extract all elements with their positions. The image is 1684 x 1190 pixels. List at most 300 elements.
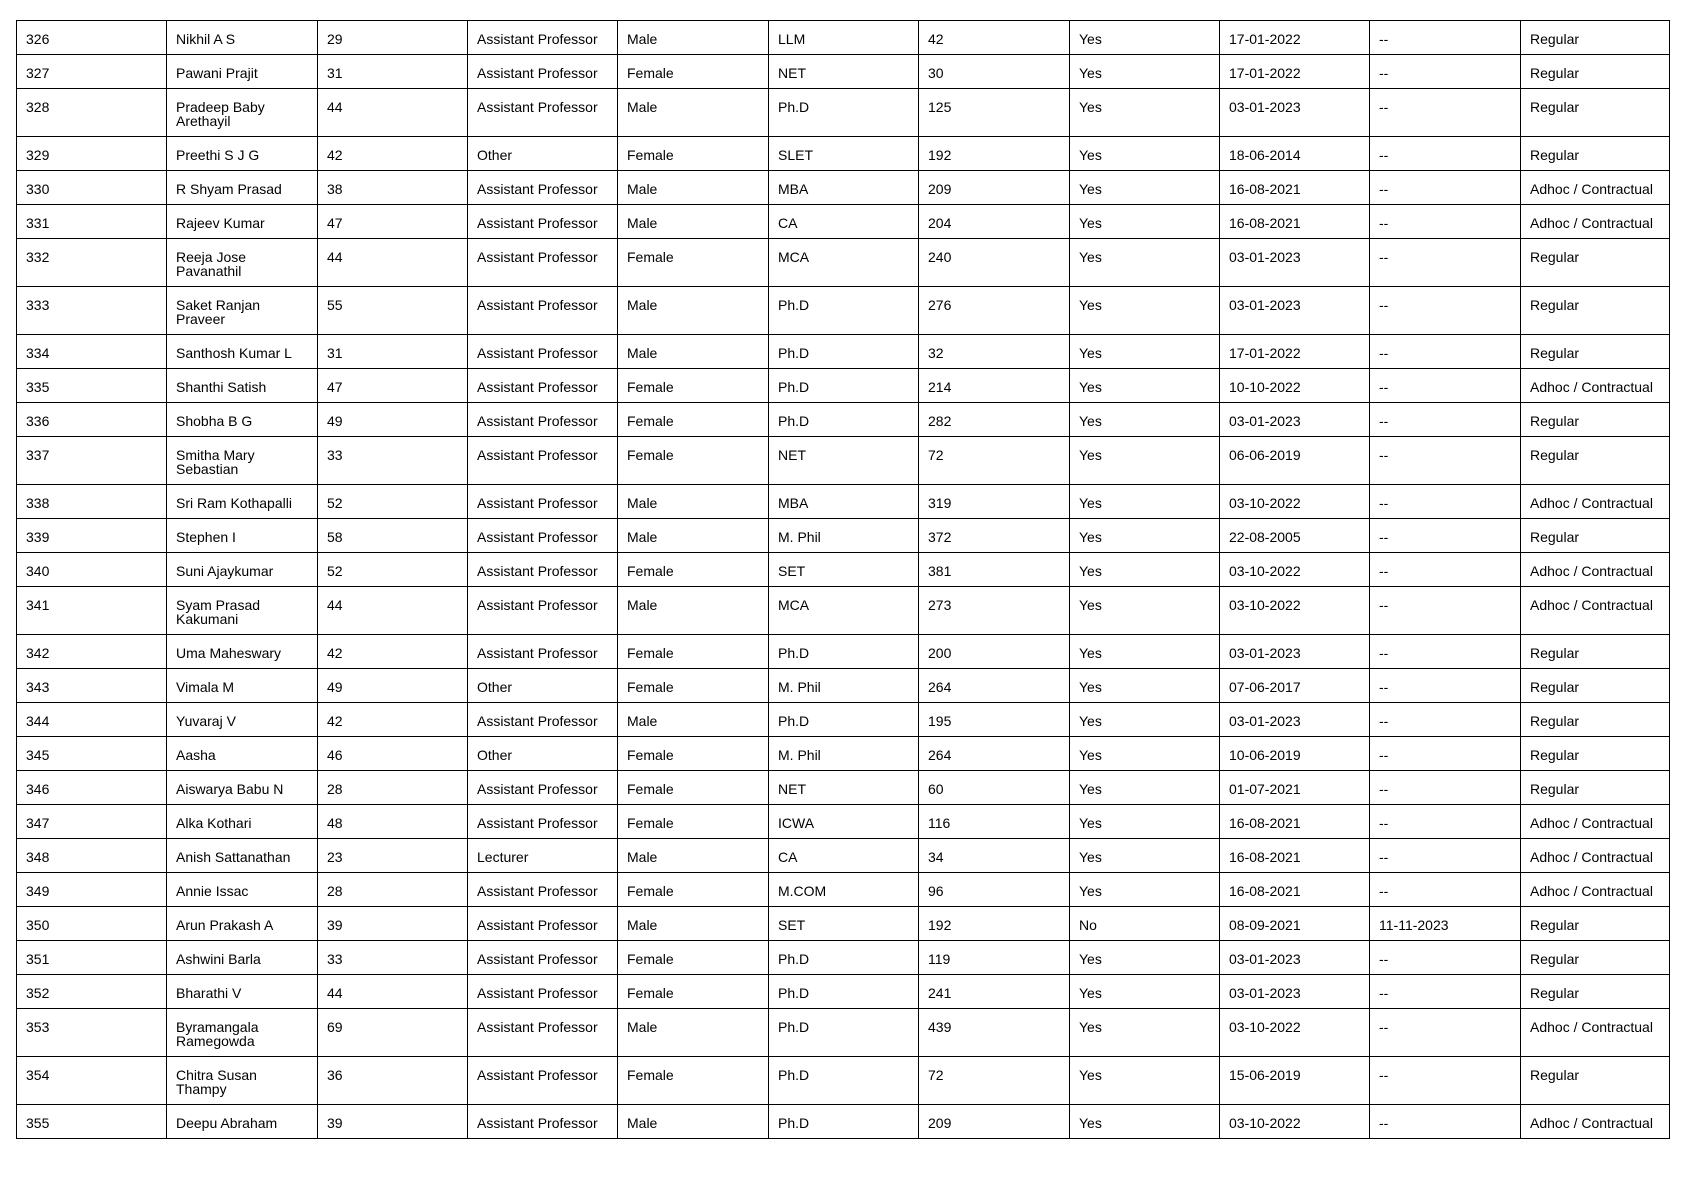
cell-name: Shobha B G (167, 403, 318, 437)
cell-age: 55 (318, 287, 468, 335)
cell-qualification: SET (769, 907, 919, 941)
cell-currently-employed: Yes (1070, 21, 1220, 55)
cell-experience: 276 (919, 287, 1070, 335)
cell-leaving-date: -- (1370, 941, 1521, 975)
cell-gender: Female (618, 975, 769, 1009)
cell-leaving-date: -- (1370, 669, 1521, 703)
cell-gender: Female (618, 239, 769, 287)
cell-leaving-date: -- (1370, 519, 1521, 553)
cell-joining-date: 03-01-2023 (1220, 287, 1370, 335)
cell-designation: Assistant Professor (468, 55, 618, 89)
cell-experience: 192 (919, 907, 1070, 941)
table-row (17, 703, 1670, 737)
cell-gender: Male (618, 287, 769, 335)
cell-qualification: M. Phil (769, 669, 919, 703)
cell-experience: 72 (919, 437, 1070, 485)
cell-leaving-date: -- (1370, 839, 1521, 873)
cell-name: Vimala M (167, 669, 318, 703)
cell-appointment-type: Adhoc / Contractual (1521, 205, 1670, 239)
cell-serial-number: 341 (17, 587, 167, 635)
cell-gender: Male (618, 89, 769, 137)
cell-serial-number: 344 (17, 703, 167, 737)
cell-name: Shanthi Satish (167, 369, 318, 403)
cell-currently-employed: Yes (1070, 287, 1220, 335)
cell-name: Reeja Jose Pavanathil (167, 239, 318, 287)
cell-serial-number: 342 (17, 635, 167, 669)
cell-name: Annie Issac (167, 873, 318, 907)
cell-name: Preethi S J G (167, 137, 318, 171)
cell-designation: Assistant Professor (468, 171, 618, 205)
cell-designation: Assistant Professor (468, 771, 618, 805)
cell-designation: Assistant Professor (468, 239, 618, 287)
cell-experience: 273 (919, 587, 1070, 635)
cell-leaving-date: -- (1370, 89, 1521, 137)
cell-joining-date: 16-08-2021 (1220, 839, 1370, 873)
cell-experience: 204 (919, 205, 1070, 239)
cell-gender: Female (618, 873, 769, 907)
cell-leaving-date: -- (1370, 635, 1521, 669)
cell-experience: 240 (919, 239, 1070, 287)
cell-gender: Female (618, 941, 769, 975)
cell-serial-number: 343 (17, 669, 167, 703)
cell-age: 31 (318, 55, 468, 89)
cell-currently-employed: Yes (1070, 437, 1220, 485)
cell-qualification: SLET (769, 137, 919, 171)
cell-gender: Female (618, 437, 769, 485)
cell-age: 28 (318, 873, 468, 907)
cell-age: 31 (318, 335, 468, 369)
table-row (17, 205, 1670, 239)
table-row (17, 771, 1670, 805)
cell-appointment-type: Adhoc / Contractual (1521, 1009, 1670, 1057)
cell-experience: 34 (919, 839, 1070, 873)
cell-currently-employed: Yes (1070, 137, 1220, 171)
cell-appointment-type: Regular (1521, 771, 1670, 805)
cell-qualification: NET (769, 437, 919, 485)
cell-age: 39 (318, 1105, 468, 1139)
cell-leaving-date: -- (1370, 171, 1521, 205)
cell-name: Nikhil A S (167, 21, 318, 55)
cell-appointment-type: Regular (1521, 907, 1670, 941)
cell-joining-date: 17-01-2022 (1220, 335, 1370, 369)
cell-designation: Assistant Professor (468, 1105, 618, 1139)
cell-appointment-type: Regular (1521, 89, 1670, 137)
cell-name: Stephen I (167, 519, 318, 553)
cell-appointment-type: Adhoc / Contractual (1521, 873, 1670, 907)
cell-currently-employed: Yes (1070, 205, 1220, 239)
cell-serial-number: 337 (17, 437, 167, 485)
cell-joining-date: 03-10-2022 (1220, 587, 1370, 635)
cell-gender: Female (618, 669, 769, 703)
cell-qualification: M.COM (769, 873, 919, 907)
cell-qualification: Ph.D (769, 1105, 919, 1139)
cell-qualification: Ph.D (769, 1057, 919, 1105)
cell-designation: Assistant Professor (468, 587, 618, 635)
cell-qualification: Ph.D (769, 403, 919, 437)
cell-designation: Assistant Professor (468, 635, 618, 669)
cell-designation: Assistant Professor (468, 437, 618, 485)
cell-qualification: NET (769, 771, 919, 805)
cell-appointment-type: Regular (1521, 635, 1670, 669)
cell-appointment-type: Regular (1521, 941, 1670, 975)
cell-leaving-date: -- (1370, 335, 1521, 369)
table-row (17, 519, 1670, 553)
cell-gender: Male (618, 1009, 769, 1057)
cell-designation: Assistant Professor (468, 553, 618, 587)
cell-currently-employed: Yes (1070, 975, 1220, 1009)
cell-gender: Female (618, 369, 769, 403)
cell-serial-number: 332 (17, 239, 167, 287)
table-row (17, 21, 1670, 55)
cell-experience: 195 (919, 703, 1070, 737)
cell-age: 47 (318, 369, 468, 403)
cell-appointment-type: Adhoc / Contractual (1521, 839, 1670, 873)
cell-currently-employed: Yes (1070, 1009, 1220, 1057)
table-row (17, 669, 1670, 703)
cell-joining-date: 10-10-2022 (1220, 369, 1370, 403)
cell-currently-employed: Yes (1070, 669, 1220, 703)
cell-age: 69 (318, 1009, 468, 1057)
cell-currently-employed: Yes (1070, 553, 1220, 587)
table-row (17, 839, 1670, 873)
cell-gender: Female (618, 737, 769, 771)
cell-appointment-type: Adhoc / Contractual (1521, 171, 1670, 205)
table-row (17, 941, 1670, 975)
cell-serial-number: 336 (17, 403, 167, 437)
cell-serial-number: 327 (17, 55, 167, 89)
cell-serial-number: 351 (17, 941, 167, 975)
cell-designation: Assistant Professor (468, 369, 618, 403)
cell-leaving-date: -- (1370, 287, 1521, 335)
cell-qualification: Ph.D (769, 635, 919, 669)
cell-appointment-type: Regular (1521, 1057, 1670, 1105)
cell-leaving-date: -- (1370, 239, 1521, 287)
cell-name: Chitra Susan Thampy (167, 1057, 318, 1105)
cell-name: Yuvaraj V (167, 703, 318, 737)
cell-leaving-date: -- (1370, 205, 1521, 239)
cell-designation: Assistant Professor (468, 89, 618, 137)
cell-serial-number: 348 (17, 839, 167, 873)
cell-currently-employed: Yes (1070, 839, 1220, 873)
cell-leaving-date: -- (1370, 21, 1521, 55)
cell-leaving-date: -- (1370, 55, 1521, 89)
cell-name: Aasha (167, 737, 318, 771)
cell-serial-number: 339 (17, 519, 167, 553)
cell-qualification: CA (769, 205, 919, 239)
cell-qualification: Ph.D (769, 1009, 919, 1057)
cell-appointment-type: Adhoc / Contractual (1521, 553, 1670, 587)
cell-leaving-date: -- (1370, 737, 1521, 771)
cell-currently-employed: Yes (1070, 1057, 1220, 1105)
table-row (17, 239, 1670, 287)
table-row (17, 737, 1670, 771)
cell-designation: Assistant Professor (468, 975, 618, 1009)
cell-age: 29 (318, 21, 468, 55)
cell-experience: 32 (919, 335, 1070, 369)
cell-gender: Female (618, 771, 769, 805)
cell-serial-number: 330 (17, 171, 167, 205)
cell-joining-date: 22-08-2005 (1220, 519, 1370, 553)
cell-age: 44 (318, 239, 468, 287)
cell-joining-date: 03-10-2022 (1220, 1009, 1370, 1057)
cell-currently-employed: Yes (1070, 89, 1220, 137)
cell-name: Deepu Abraham (167, 1105, 318, 1139)
cell-serial-number: 331 (17, 205, 167, 239)
cell-name: R Shyam Prasad (167, 171, 318, 205)
cell-designation: Other (468, 137, 618, 171)
cell-name: Alka Kothari (167, 805, 318, 839)
faculty-table (16, 20, 1670, 1139)
cell-designation: Assistant Professor (468, 907, 618, 941)
cell-name: Smitha Mary Sebastian (167, 437, 318, 485)
cell-experience: 282 (919, 403, 1070, 437)
table-body (17, 21, 1670, 1139)
cell-age: 42 (318, 137, 468, 171)
cell-serial-number: 350 (17, 907, 167, 941)
cell-designation: Assistant Professor (468, 703, 618, 737)
cell-designation: Assistant Professor (468, 1057, 618, 1105)
cell-appointment-type: Adhoc / Contractual (1521, 1105, 1670, 1139)
table-row (17, 403, 1670, 437)
cell-gender: Female (618, 635, 769, 669)
cell-gender: Male (618, 519, 769, 553)
cell-currently-employed: Yes (1070, 485, 1220, 519)
cell-currently-employed: Yes (1070, 239, 1220, 287)
cell-experience: 116 (919, 805, 1070, 839)
cell-qualification: MCA (769, 239, 919, 287)
cell-currently-employed: Yes (1070, 519, 1220, 553)
cell-experience: 241 (919, 975, 1070, 1009)
cell-appointment-type: Adhoc / Contractual (1521, 587, 1670, 635)
table-row (17, 1057, 1670, 1105)
table-row (17, 1105, 1670, 1139)
cell-currently-employed: Yes (1070, 587, 1220, 635)
cell-leaving-date: -- (1370, 485, 1521, 519)
cell-joining-date: 03-01-2023 (1220, 635, 1370, 669)
cell-leaving-date: 11-11-2023 (1370, 907, 1521, 941)
cell-age: 44 (318, 587, 468, 635)
cell-experience: 209 (919, 171, 1070, 205)
cell-name: Rajeev Kumar (167, 205, 318, 239)
cell-currently-employed: Yes (1070, 941, 1220, 975)
cell-experience: 96 (919, 873, 1070, 907)
cell-designation: Assistant Professor (468, 403, 618, 437)
cell-qualification: Ph.D (769, 335, 919, 369)
cell-experience: 319 (919, 485, 1070, 519)
cell-gender: Female (618, 137, 769, 171)
cell-leaving-date: -- (1370, 587, 1521, 635)
cell-gender: Male (618, 703, 769, 737)
cell-experience: 439 (919, 1009, 1070, 1057)
cell-name: Suni Ajaykumar (167, 553, 318, 587)
cell-appointment-type: Adhoc / Contractual (1521, 369, 1670, 403)
cell-currently-employed: Yes (1070, 55, 1220, 89)
cell-joining-date: 15-06-2019 (1220, 1057, 1370, 1105)
cell-joining-date: 18-06-2014 (1220, 137, 1370, 171)
cell-gender: Female (618, 55, 769, 89)
cell-age: 36 (318, 1057, 468, 1105)
cell-gender: Male (618, 21, 769, 55)
cell-gender: Male (618, 205, 769, 239)
cell-qualification: ICWA (769, 805, 919, 839)
table-row (17, 437, 1670, 485)
table-row (17, 369, 1670, 403)
cell-gender: Female (618, 403, 769, 437)
cell-currently-employed: Yes (1070, 737, 1220, 771)
cell-appointment-type: Adhoc / Contractual (1521, 485, 1670, 519)
cell-gender: Male (618, 907, 769, 941)
cell-appointment-type: Regular (1521, 737, 1670, 771)
cell-name: Byramangala Ramegowda (167, 1009, 318, 1057)
cell-gender: Male (618, 171, 769, 205)
cell-gender: Male (618, 839, 769, 873)
cell-joining-date: 16-08-2021 (1220, 171, 1370, 205)
cell-appointment-type: Regular (1521, 287, 1670, 335)
table-row (17, 587, 1670, 635)
cell-experience: 192 (919, 137, 1070, 171)
cell-designation: Assistant Professor (468, 485, 618, 519)
table-row (17, 553, 1670, 587)
cell-joining-date: 01-07-2021 (1220, 771, 1370, 805)
table-row (17, 907, 1670, 941)
cell-joining-date: 03-01-2023 (1220, 89, 1370, 137)
cell-appointment-type: Regular (1521, 21, 1670, 55)
cell-joining-date: 03-10-2022 (1220, 485, 1370, 519)
cell-leaving-date: -- (1370, 369, 1521, 403)
cell-joining-date: 03-10-2022 (1220, 553, 1370, 587)
cell-joining-date: 16-08-2021 (1220, 873, 1370, 907)
cell-serial-number: 349 (17, 873, 167, 907)
cell-serial-number: 346 (17, 771, 167, 805)
cell-appointment-type: Regular (1521, 703, 1670, 737)
cell-name: Arun Prakash A (167, 907, 318, 941)
cell-age: 28 (318, 771, 468, 805)
cell-currently-employed: Yes (1070, 1105, 1220, 1139)
cell-gender: Male (618, 335, 769, 369)
cell-leaving-date: -- (1370, 805, 1521, 839)
cell-gender: Male (618, 485, 769, 519)
cell-qualification: MBA (769, 171, 919, 205)
table-row (17, 975, 1670, 1009)
cell-designation: Assistant Professor (468, 873, 618, 907)
cell-appointment-type: Regular (1521, 519, 1670, 553)
cell-gender: Female (618, 805, 769, 839)
table-row (17, 287, 1670, 335)
cell-name: Sri Ram Kothapalli (167, 485, 318, 519)
cell-age: 44 (318, 975, 468, 1009)
cell-experience: 209 (919, 1105, 1070, 1139)
cell-name: Pawani Prajit (167, 55, 318, 89)
cell-leaving-date: -- (1370, 1057, 1521, 1105)
table-row (17, 171, 1670, 205)
cell-leaving-date: -- (1370, 553, 1521, 587)
cell-joining-date: 06-06-2019 (1220, 437, 1370, 485)
cell-qualification: SET (769, 553, 919, 587)
cell-currently-employed: Yes (1070, 771, 1220, 805)
cell-joining-date: 03-01-2023 (1220, 239, 1370, 287)
cell-currently-employed: Yes (1070, 635, 1220, 669)
cell-designation: Assistant Professor (468, 21, 618, 55)
cell-appointment-type: Regular (1521, 669, 1670, 703)
cell-designation: Other (468, 737, 618, 771)
cell-age: 33 (318, 941, 468, 975)
cell-experience: 264 (919, 669, 1070, 703)
cell-gender: Female (618, 553, 769, 587)
cell-appointment-type: Regular (1521, 403, 1670, 437)
cell-qualification: M. Phil (769, 737, 919, 771)
cell-leaving-date: -- (1370, 137, 1521, 171)
cell-serial-number: 340 (17, 553, 167, 587)
cell-experience: 381 (919, 553, 1070, 587)
cell-serial-number: 354 (17, 1057, 167, 1105)
cell-designation: Assistant Professor (468, 1009, 618, 1057)
cell-experience: 200 (919, 635, 1070, 669)
cell-serial-number: 352 (17, 975, 167, 1009)
cell-joining-date: 16-08-2021 (1220, 805, 1370, 839)
cell-designation: Assistant Professor (468, 205, 618, 239)
cell-designation: Assistant Professor (468, 519, 618, 553)
cell-serial-number: 329 (17, 137, 167, 171)
cell-currently-employed: Yes (1070, 805, 1220, 839)
cell-joining-date: 10-06-2019 (1220, 737, 1370, 771)
cell-age: 47 (318, 205, 468, 239)
cell-appointment-type: Regular (1521, 335, 1670, 369)
cell-qualification: Ph.D (769, 287, 919, 335)
cell-name: Anish Sattanathan (167, 839, 318, 873)
cell-qualification: M. Phil (769, 519, 919, 553)
cell-qualification: MCA (769, 587, 919, 635)
cell-designation: Other (468, 669, 618, 703)
cell-appointment-type: Regular (1521, 55, 1670, 89)
cell-leaving-date: -- (1370, 403, 1521, 437)
cell-age: 58 (318, 519, 468, 553)
cell-name: Saket Ranjan Praveer (167, 287, 318, 335)
cell-joining-date: 03-10-2022 (1220, 1105, 1370, 1139)
cell-serial-number: 335 (17, 369, 167, 403)
cell-joining-date: 07-06-2017 (1220, 669, 1370, 703)
cell-currently-employed: Yes (1070, 369, 1220, 403)
cell-appointment-type: Regular (1521, 975, 1670, 1009)
cell-qualification: MBA (769, 485, 919, 519)
cell-designation: Assistant Professor (468, 287, 618, 335)
cell-joining-date: 08-09-2021 (1220, 907, 1370, 941)
cell-serial-number: 326 (17, 21, 167, 55)
table-row (17, 485, 1670, 519)
cell-designation: Assistant Professor (468, 335, 618, 369)
cell-name: Aiswarya Babu N (167, 771, 318, 805)
cell-age: 42 (318, 635, 468, 669)
table-row (17, 89, 1670, 137)
cell-serial-number: 328 (17, 89, 167, 137)
cell-age: 52 (318, 553, 468, 587)
cell-name: Pradeep Baby Arethayil (167, 89, 318, 137)
cell-designation: Assistant Professor (468, 805, 618, 839)
cell-joining-date: 16-08-2021 (1220, 205, 1370, 239)
cell-experience: 119 (919, 941, 1070, 975)
cell-gender: Male (618, 587, 769, 635)
cell-age: 46 (318, 737, 468, 771)
cell-experience: 72 (919, 1057, 1070, 1105)
cell-experience: 42 (919, 21, 1070, 55)
cell-age: 39 (318, 907, 468, 941)
cell-name: Santhosh Kumar L (167, 335, 318, 369)
cell-age: 38 (318, 171, 468, 205)
cell-currently-employed: Yes (1070, 703, 1220, 737)
cell-experience: 264 (919, 737, 1070, 771)
cell-age: 23 (318, 839, 468, 873)
cell-gender: Male (618, 1105, 769, 1139)
cell-serial-number: 355 (17, 1105, 167, 1139)
